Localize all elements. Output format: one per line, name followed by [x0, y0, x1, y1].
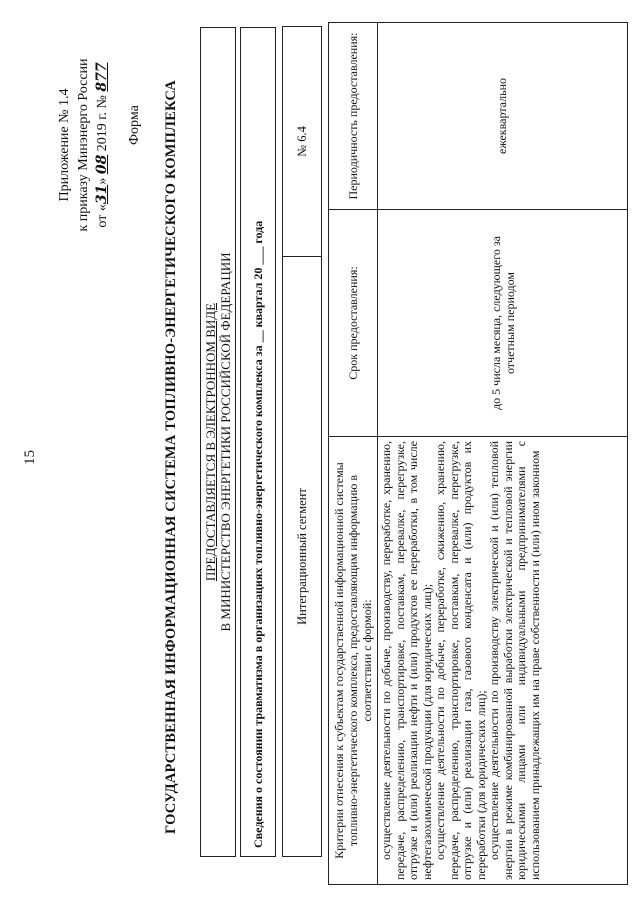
- deadline-value: до 5 числа месяца, следующего за отчетным периодом: [378, 210, 628, 437]
- submission-line-2: В МИНИСТЕРСТВО ЭНЕРГЕТИКИ РОССИЙСКОЙ ФЕДЕРАЦИИ: [218, 252, 233, 632]
- segment-number: № 6.4: [283, 27, 322, 257]
- criteria-item: осуществление деятельности по добыче, переработке, сжижению, хранению, передаче, распределению, транспортировке, поставкам, перевалке, перегрузке, отгрузке и (или) реализации газа, газового конденсата и (или) продуктов их переработки (для юридических лиц);: [433, 441, 488, 880]
- date-prefix: от «: [95, 204, 110, 228]
- appendix-header: [55, 25, 112, 265]
- date-mid: »: [95, 177, 110, 185]
- page-number: 15: [22, 450, 38, 465]
- submission-cell: [201, 28, 236, 857]
- criteria-item: осуществление деятельности по добыче, производству, переработке, хранению, передаче, распределению, транспортировке, поставкам, перевалке, перегрузке, отгрузке и (или) реализации нефти и (или) продуктов ее переработки, в том числе нефтегазохимической продукции (для юридических лиц);: [379, 441, 434, 880]
- appendix-date-line: [93, 25, 112, 265]
- segment-box: [282, 26, 322, 857]
- segment-label: Интеграционный сегмент: [283, 257, 322, 857]
- period-header: Периодичность предоставления:: [329, 23, 378, 210]
- appendix-line-1: Приложение № 1.4: [57, 88, 72, 202]
- appendix-line-2: к приказу Минэнерго России: [76, 58, 91, 232]
- submission-box: [200, 27, 236, 857]
- report-title-box: [240, 27, 276, 857]
- date-month: 08: [94, 154, 110, 175]
- submission-line-1: ПРЕДОСТАВЛЯЕТСЯ В ЭЛЕКТРОННОМ ВИДЕ: [203, 302, 218, 582]
- period-value: ежеквартально: [378, 23, 628, 210]
- order-number: 877: [94, 62, 110, 92]
- main-title: ГОСУДАРСТВЕННАЯ ИНФОРМАЦИОННАЯ СИСТЕМА ТОПЛИВНО-ЭНЕРГЕТИЧЕСКОГО КОМПЛЕКСА: [163, 80, 179, 834]
- form-label: Форма: [127, 105, 142, 145]
- criteria-table: [328, 22, 628, 885]
- criteria-header: Критерии отнесения к субъектам государственной информационной системы топливно-энергетического комплекса, предоставляющим информацию в соответствии с формой:: [329, 437, 378, 885]
- date-year: 2019 г. №: [95, 95, 110, 152]
- criteria-list: [378, 437, 628, 885]
- date-day: 31: [94, 184, 110, 205]
- criteria-item: осуществление деятельности по производству электрической и (или) тепловой энергии в режиме комбинированной выработки электрической и тепловой энергии юридическими лицами или индивидуальными предпринимателями с использованием принадлежащих им на праве собственности и (или) ином законном: [487, 441, 542, 880]
- deadline-header: Срок предоставления:: [329, 210, 378, 437]
- report-title: Сведения о состоянии травматизма в организациях топливно-энергетического комплекса за __ квартал 20 ___ года: [241, 28, 276, 857]
